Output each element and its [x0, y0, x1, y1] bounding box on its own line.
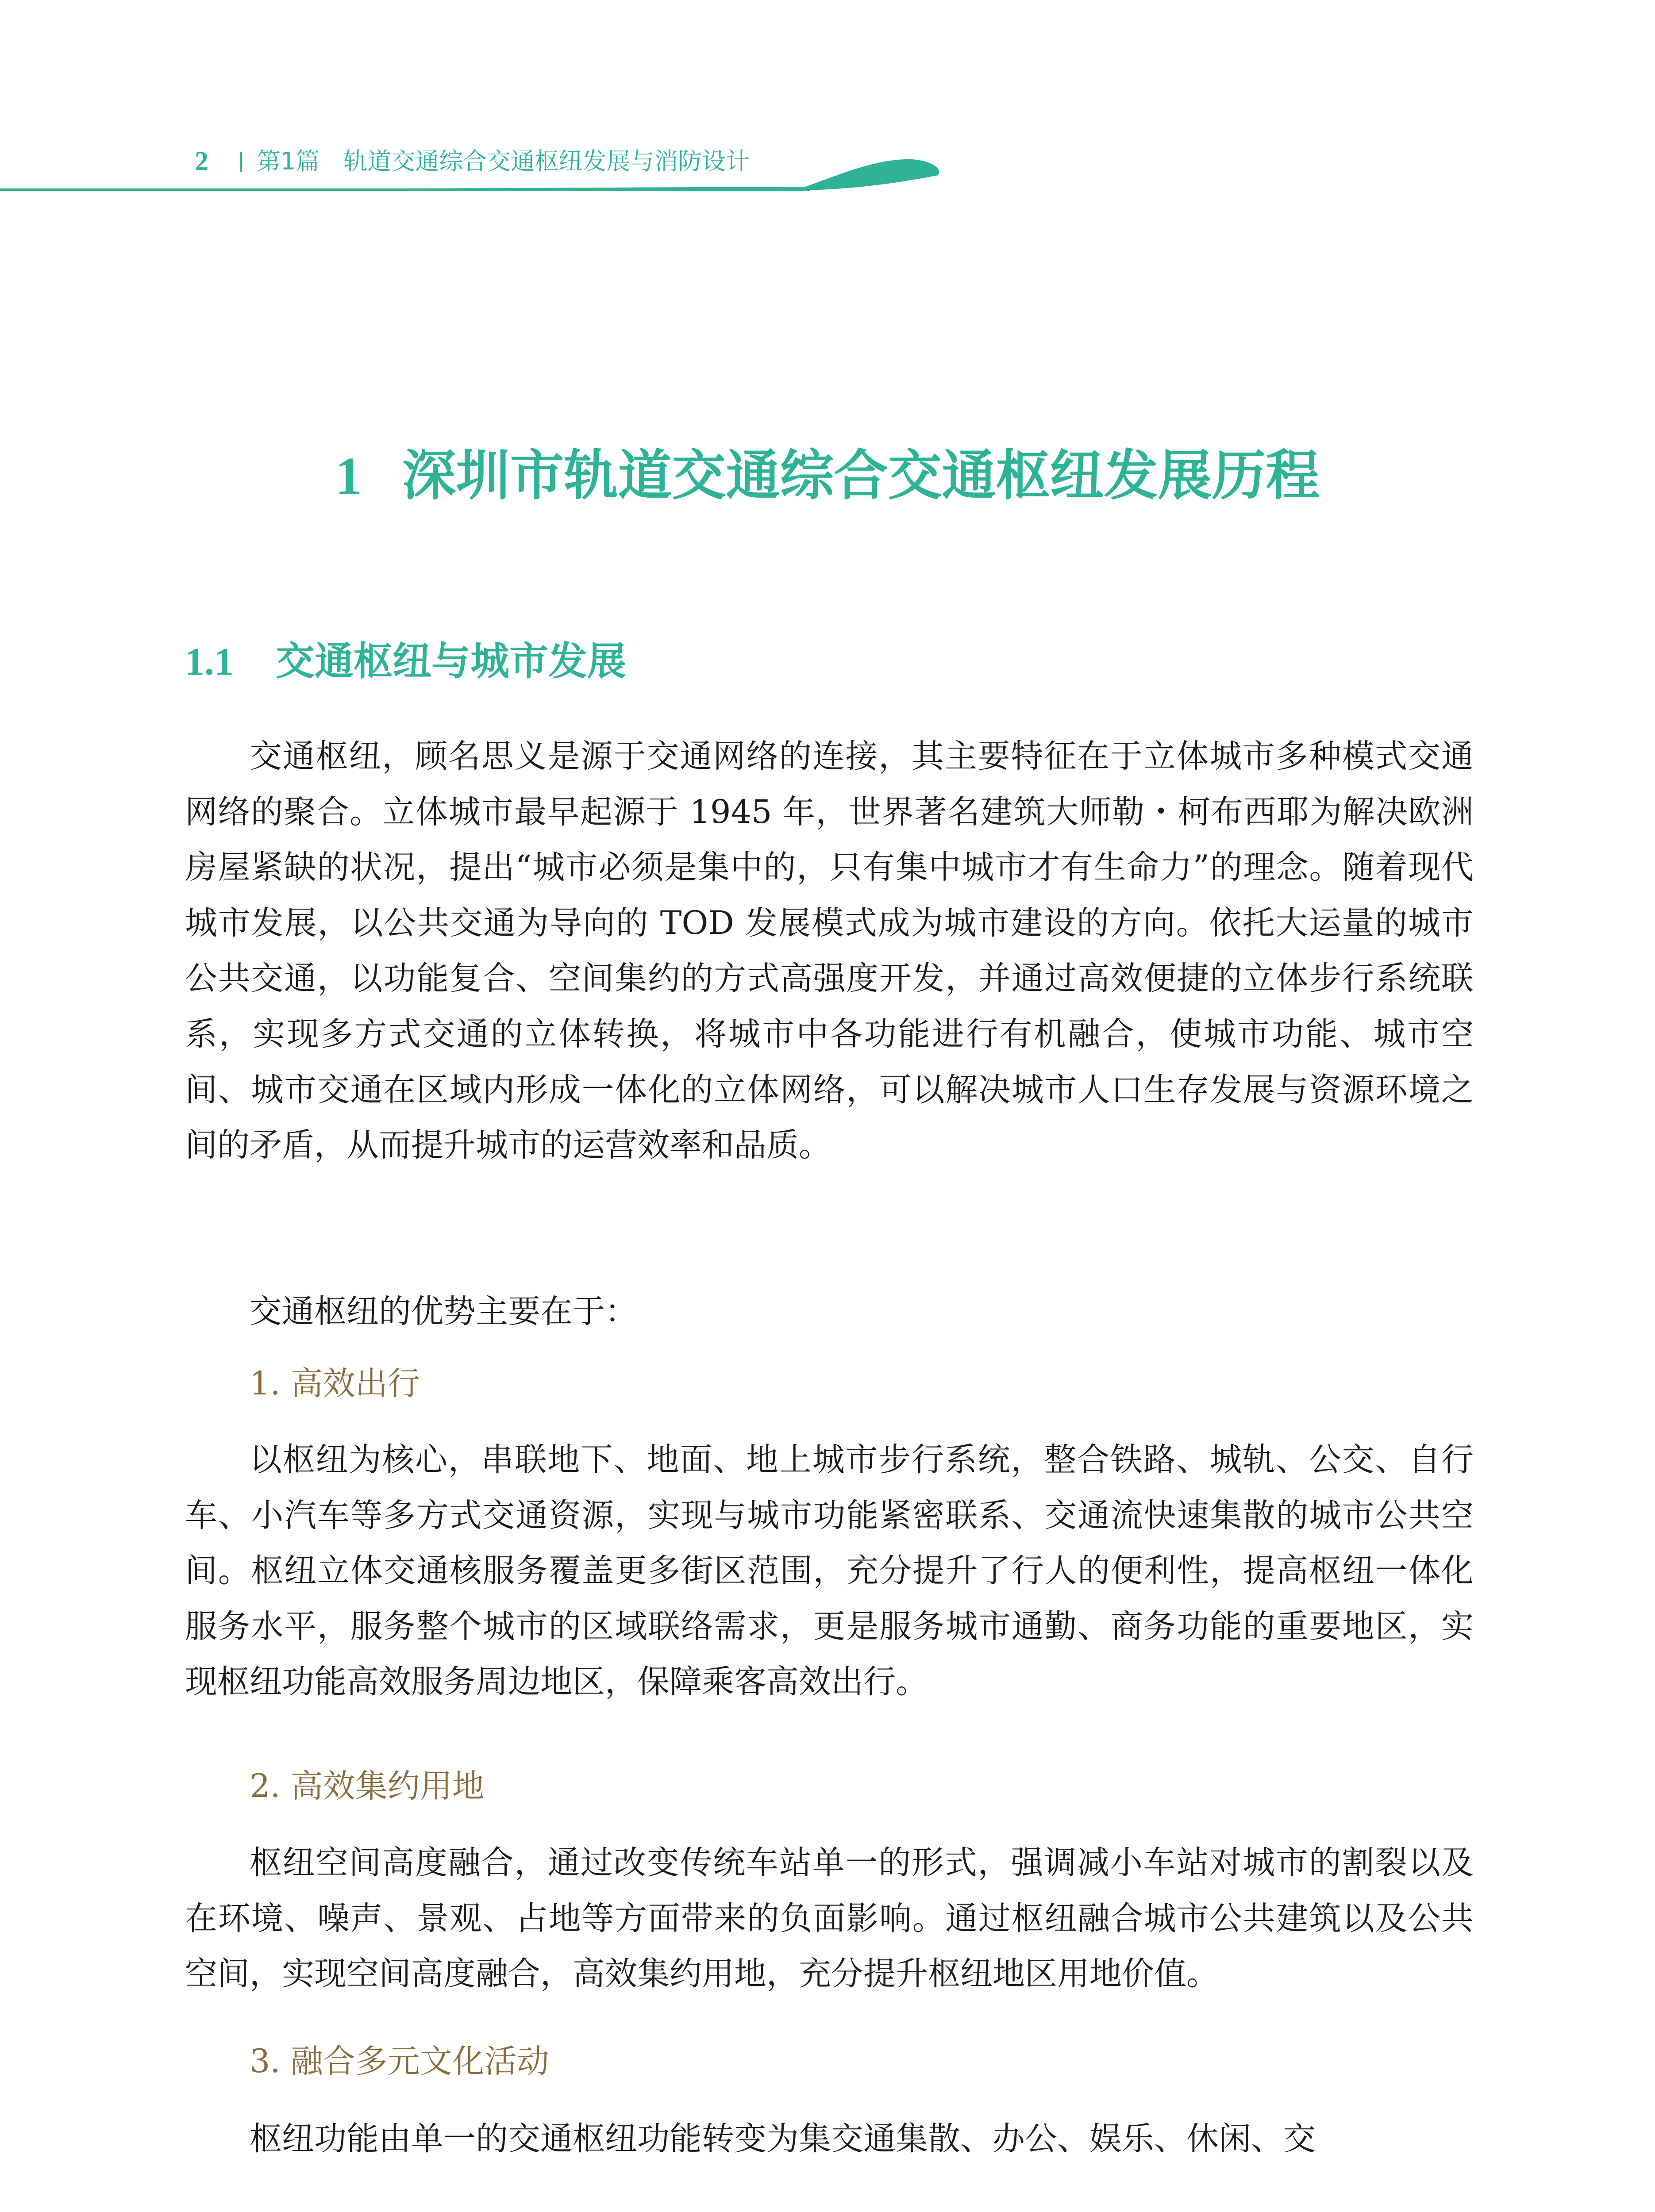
- chapter-heading: [0, 440, 1655, 512]
- chapter-title: 深圳市轨道交通综合交通枢纽发展历程: [402, 444, 1320, 507]
- running-title: 第1篇 轨道交通综合交通枢纽发展与消防设计: [257, 147, 750, 175]
- section-title: 交通枢纽与城市发展: [276, 638, 627, 684]
- item1-paragraph: 以枢纽为核心，串联地下、地面、地上城市步行系统，整合铁路、城轨、公交、自行车、小汽车等多方式交通资源，实现与城市功能紧密联系、交通流快速集散的城市公共空间。枢纽立体交通核服务覆盖更多街区范围，充分提升了行人的便利性，提高枢纽一体化服务水平，服务整个城市的区域联络需求，更是服务城市通勤、商务功能的重要地区，实现枢纽功能高效服务周边地区，保障乘客高效出行。: [185, 1441, 1474, 1701]
- intro-paragraph: 交通枢纽，顾名思义是源于交通网络的连接，其主要特征在于立体城市多种模式交通网络的聚合。立体城市最早起源于 1945 年，世界著名建筑大师勒・柯布西耶为解决欧洲房屋紧缺的状况，提出“城市必须是集中的，只有集中城市才有生命力”的理念。随着现代城市发展，以公共交通为导向的 TOD 发展模式成为城市建设的方向。依托大运量的城市公共交通，以功能复合、空间集约的方式高强度开发，并通过高效便捷的立体步行系统联系，实现多方式交通的立体转换，将城市中各功能进行有机融合，使城市功能、城市空间、城市交通在区域内形成一体化的立体网络，可以解决城市人口生存发展与资源环境之间的矛盾，从而提升城市的运营效率和品质。: [185, 737, 1474, 1164]
- advantages-lead-paragraph: 交通枢纽的优势主要在于：: [250, 1293, 637, 1330]
- page-number: 2: [195, 146, 208, 177]
- item2-paragraph: 枢纽空间高度融合，通过改变传统车站单一的形式，强调减小车站对城市的割裂以及在环境、噪声、景观、占地等方面带来的负面影响。通过枢纽融合城市公共建筑以及公共空间，实现空间高度融合，高效集约用地，充分提升枢纽地区用地价值。: [185, 1844, 1474, 1993]
- chapter-number: 1: [335, 446, 362, 506]
- section-heading: [185, 635, 626, 689]
- item2-heading: 2. 高效集约用地: [250, 1767, 485, 1805]
- item3-paragraph: 枢纽功能由单一的交通枢纽功能转变为集交通集散、办公、娱乐、休闲、交: [250, 2120, 1316, 2158]
- item3-heading: 3. 融合多元文化活动: [250, 2043, 549, 2080]
- section-number: 1.1: [185, 641, 234, 684]
- item1-heading: 1. 高效出行: [250, 1365, 420, 1402]
- header-separator: [240, 152, 242, 172]
